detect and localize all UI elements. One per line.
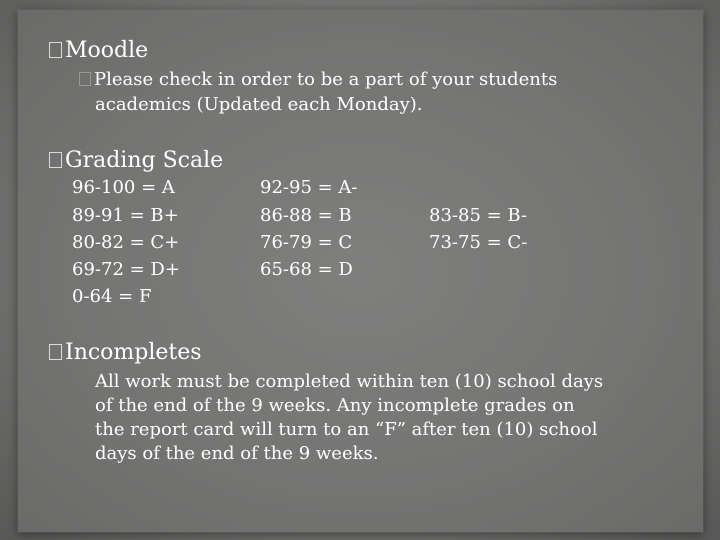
grade-row: 69-72 = D+ [72, 259, 180, 280]
bullet-grading-scale-label: Grading Scale [65, 148, 224, 173]
bullet-moodle-label: Moodle [65, 38, 149, 63]
grade-row: 96-100 = A [72, 177, 175, 198]
grade-row: 86-88 = B [260, 205, 352, 226]
square-bullet-icon [49, 344, 62, 360]
bullet-grading-scale [49, 148, 223, 173]
moodle-sub-line-1: Please check in order to be a part of your students [79, 69, 557, 90]
square-bullet-icon [49, 42, 62, 58]
grade-row: 89-91 = B+ [72, 205, 179, 226]
grade-row: 76-79 = C [260, 232, 353, 253]
incompletes-sub-line-2: of the end of the 9 weeks. Any incomplete grades on [95, 395, 575, 416]
square-bullet-icon [49, 152, 62, 168]
moodle-sub-line-2: academics (Updated each Monday). [95, 94, 423, 115]
grade-row: 65-68 = D [260, 259, 353, 280]
grade-row: 0-64 = F [72, 286, 152, 307]
bullet-incompletes [49, 340, 202, 365]
incompletes-sub-line-1: All work must be completed within ten (10) school days [95, 371, 604, 392]
bullet-incompletes-label: Incompletes [65, 340, 202, 365]
grade-row: 80-82 = C+ [72, 232, 180, 253]
square-bullet-icon [79, 72, 91, 86]
incompletes-sub-line-4: days of the end of the 9 weeks. [95, 443, 379, 464]
bullet-moodle [49, 38, 148, 63]
grade-row: 92-95 = A- [260, 177, 358, 198]
incompletes-sub-line-3: the report card will turn to an “F” after ten (10) school [95, 419, 598, 440]
grade-row: 73-75 = C- [429, 232, 528, 253]
grade-row: 83-85 = B- [429, 205, 528, 226]
